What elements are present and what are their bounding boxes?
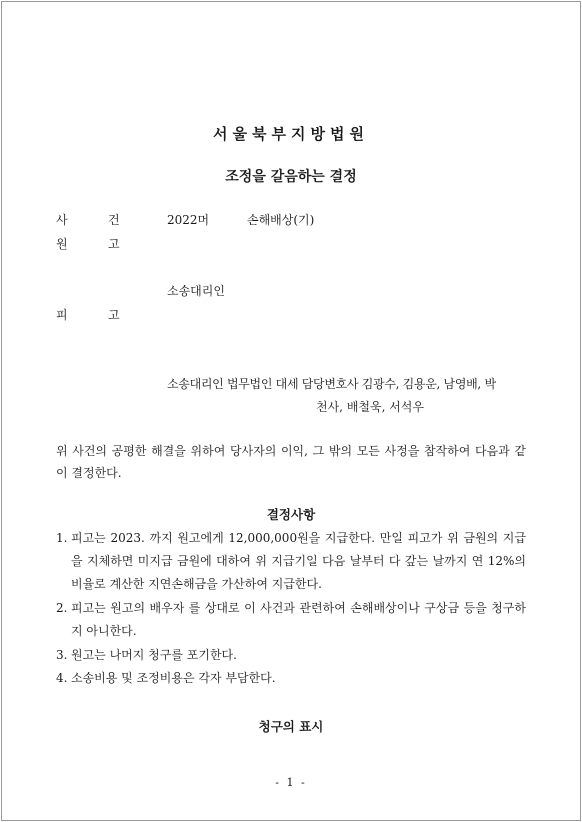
document-title: 조정을 갈음하는 결정 [225,169,357,185]
decision-item [56,667,526,690]
defendant-label-first-char: 피 [56,308,68,322]
decision-item-number: 1. [56,531,68,545]
decision-item-text: 피고는 원고의 배우자 를 상대로 이 사건과 관련하여 손해배상이나 구상금 등을 청구하지 아니한다. [71,601,526,638]
decision-item-text: 원고는 나머지 청구를 포기한다. [71,648,237,662]
case-number: 2022머 [167,213,210,227]
defendant-label-second-char: 고 [108,308,120,322]
plaintiff-label-first-char: 원 [56,237,68,251]
case-label-second-char: 건 [108,213,120,227]
decision-item [56,644,526,667]
decision-item [56,597,526,643]
decision-item-text: 소송비용 및 조정비용은 각자 부담한다. [71,671,276,685]
plaintiff-attorney-label: 소송대리인 [167,284,225,298]
court-name: 서울북부지방법원 [213,125,369,143]
case-name: 손해배상(기) [247,213,315,227]
decision-section-title: 결정사항 [266,507,316,522]
claim-section-title: 청구의 표시 [258,719,324,734]
decision-item-number: 3. [56,648,68,662]
defendant-attorney-line-1: 소송대리인 법무법인 대세 담당변호사 김광수, 김용운, 남영배, 박 [167,377,496,391]
plaintiff-label-second-char: 고 [108,237,120,251]
decision-item-number: 4. [56,671,68,685]
decision-item-text: 피고는 2023. 까지 원고에게 12,000,000원을 지급한다. 만일 피고가 위 금원의 지급을 지체하면 미지급 금원에 대하여 위 지급기일 다음 날부터 다 갚는 날까지 연 12%의 비율로 계산한 지연손해금을 가산하여 지급한다. [71,531,526,591]
defendant-attorney-line-2: 천사, 배철욱, 서석우 [316,400,424,414]
decision-item [56,527,526,596]
intro-paragraph: 위 사건의 공평한 해결을 위하여 당사자의 이익, 그 밖의 모든 사정을 참작하여 다음과 같이 결정한다. [56,444,526,480]
case-label-first-char: 사 [56,213,68,227]
decision-item-number: 2. [56,601,68,615]
page-number: - 1 - [275,776,307,789]
